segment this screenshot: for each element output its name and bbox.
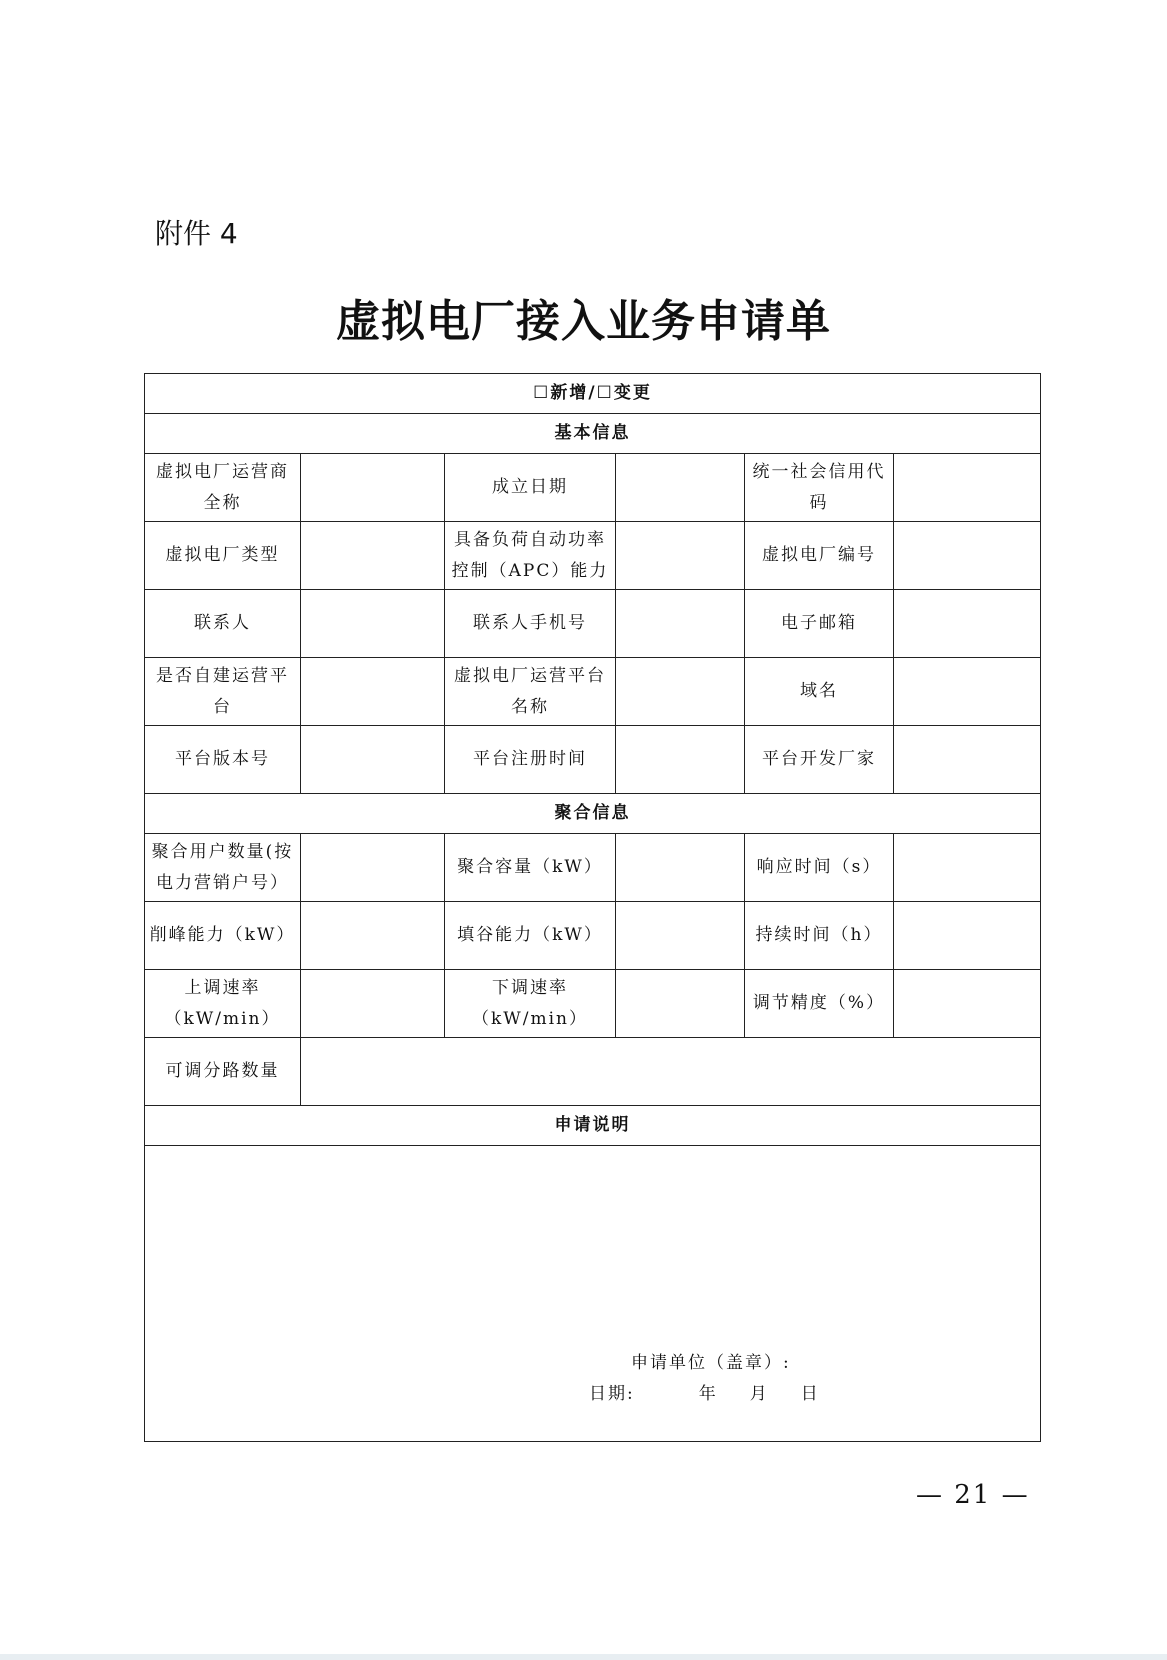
table-row [145,454,1041,522]
field-label: 虚拟电厂编号 [745,522,894,590]
aggregation-info-header: 聚合信息 [145,794,1041,834]
field-label: 联系人 [145,590,301,658]
field-label: 填谷能力（kW） [445,902,616,970]
field-value[interactable] [894,454,1041,522]
table-row [145,1038,1041,1106]
field-value[interactable] [301,658,445,726]
day-label: 日 [800,1384,820,1404]
field-value[interactable] [301,590,445,658]
field-value[interactable] [616,454,745,522]
date-line [589,1379,820,1410]
field-label: 响应时间（s） [745,834,894,902]
field-value[interactable] [894,834,1041,902]
table-row [145,522,1041,590]
field-value[interactable] [301,970,445,1038]
page-number: — 21 — [916,1480,1030,1510]
field-label: 成立日期 [445,454,616,522]
field-label: 调节精度（%） [745,970,894,1038]
table-row [145,726,1041,794]
field-value[interactable] [616,658,745,726]
field-value[interactable] [301,834,445,902]
field-value[interactable] [301,522,445,590]
field-value[interactable] [894,590,1041,658]
field-label: 具备负荷自动功率控制（APC）能力 [445,522,616,590]
field-label: 持续时间（h） [745,902,894,970]
field-label: 平台开发厂家 [745,726,894,794]
field-label: 可调分路数量 [145,1038,301,1106]
date-label: 日期: [589,1384,635,1404]
table-row [145,590,1041,658]
applicant-label: 申请单位（盖章）: [631,1353,791,1373]
field-label: 联系人手机号 [445,590,616,658]
branch-count-value[interactable] [301,1038,1041,1106]
year-label: 年 [698,1384,718,1404]
field-label: 是否自建运营平台 [145,658,301,726]
table-row [145,658,1041,726]
field-value[interactable] [894,658,1041,726]
page-title: 虚拟电厂接入业务申请单 [336,296,831,347]
field-value[interactable] [894,902,1041,970]
month-label: 月 [749,1384,769,1404]
field-label: 下调速率（kW/min） [445,970,616,1038]
field-label: 平台版本号 [145,726,301,794]
field-value[interactable] [894,726,1041,794]
field-value[interactable] [894,522,1041,590]
bottom-edge-bar [0,1654,1167,1660]
field-label: 上调速率（kW/min） [145,970,301,1038]
field-label: 平台注册时间 [445,726,616,794]
field-value[interactable] [616,590,745,658]
field-label: 电子邮箱 [745,590,894,658]
field-value[interactable] [894,970,1041,1038]
field-label: 虚拟电厂运营商全称 [145,454,301,522]
application-form-table [144,373,1041,1442]
application-description-header: 申请说明 [145,1106,1041,1146]
table-row [145,902,1041,970]
table-row [145,970,1041,1038]
field-label: 聚合容量（kW） [445,834,616,902]
field-value[interactable] [301,902,445,970]
field-value[interactable] [301,726,445,794]
field-value[interactable] [616,522,745,590]
basic-info-header: 基本信息 [145,414,1041,454]
application-description-area[interactable] [145,1146,1041,1442]
table-row [145,834,1041,902]
field-label: 统一社会信用代码 [745,454,894,522]
field-label: 域名 [745,658,894,726]
type-header: ☐新增/☐变更 [145,374,1041,414]
field-label: 虚拟电厂类型 [145,522,301,590]
field-value[interactable] [616,902,745,970]
field-value[interactable] [616,834,745,902]
field-label: 虚拟电厂运营平台名称 [445,658,616,726]
field-label: 削峰能力（kW） [145,902,301,970]
field-value[interactable] [616,726,745,794]
field-value[interactable] [301,454,445,522]
signature-block [589,1348,820,1410]
field-value[interactable] [616,970,745,1038]
field-label: 聚合用户数量(按电力营销户号） [145,834,301,902]
annex-label: 附件 4 [155,217,238,250]
